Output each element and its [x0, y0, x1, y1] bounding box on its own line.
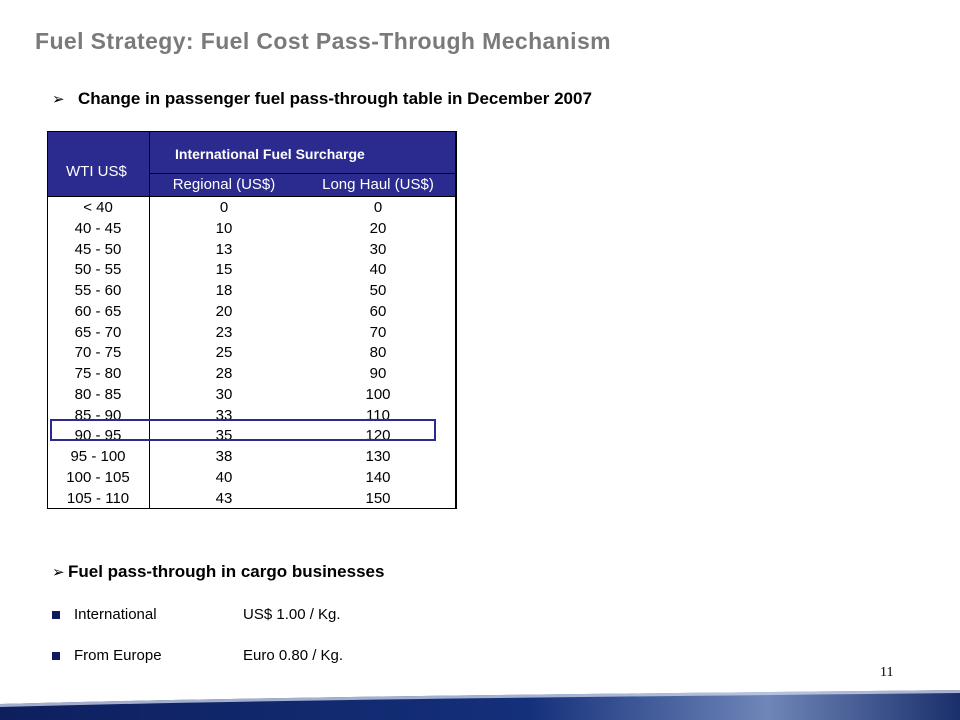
cargo-label: International	[74, 606, 157, 623]
table-row	[47, 219, 457, 240]
long-haul-cell: 140	[365, 468, 391, 486]
wti-cell: 60 - 65	[74, 302, 122, 320]
section-cargo-text: Fuel pass-through in cargo businesses	[68, 562, 385, 581]
section-cargo-heading	[52, 562, 384, 582]
wti-cell: 80 - 85	[74, 385, 122, 403]
arrow-bullet-icon: ➢	[52, 91, 65, 108]
table-row	[47, 447, 457, 468]
table-row	[47, 364, 457, 385]
table-row	[47, 385, 457, 406]
header-wti: WTI US$	[66, 163, 127, 180]
regional-cell: 0	[219, 199, 229, 216]
fuel-surcharge-table	[47, 131, 457, 509]
wti-cell: 105 - 110	[66, 489, 130, 507]
table-row	[47, 198, 457, 219]
wti-cell: 95 - 100	[70, 448, 126, 465]
regional-cell: 40	[215, 468, 233, 486]
regional-cell: 28	[215, 365, 233, 382]
wti-cell: < 40	[83, 199, 113, 216]
header-regional: Regional (US$)	[172, 176, 276, 193]
table-row	[47, 489, 457, 510]
long-haul-cell: 120	[365, 427, 391, 445]
wti-cell: 40 - 45	[74, 219, 122, 237]
regional-cell: 10	[215, 219, 233, 237]
regional-cell: 35	[215, 427, 233, 445]
wti-cell: 55 - 60	[74, 282, 122, 299]
regional-cell: 13	[215, 240, 233, 258]
long-haul-cell: 60	[369, 302, 387, 320]
footer-band	[0, 690, 960, 720]
header-long-haul: Long Haul (US$)	[322, 176, 434, 193]
table-row	[47, 281, 457, 302]
long-haul-cell: 0	[373, 199, 383, 216]
long-haul-cell: 90	[369, 365, 387, 382]
header-bottom-line	[47, 196, 457, 197]
wti-cell: 65 - 70	[74, 323, 122, 341]
regional-cell: 23	[215, 323, 233, 341]
highlighted-row-frame	[50, 419, 436, 441]
long-haul-cell: 130	[365, 448, 391, 465]
regional-cell: 15	[215, 261, 233, 279]
long-haul-cell: 100	[365, 385, 391, 403]
long-haul-cell: 110	[366, 406, 390, 424]
square-bullet-icon	[52, 611, 60, 619]
long-haul-cell: 20	[369, 219, 387, 237]
long-haul-cell: 30	[369, 240, 387, 258]
wti-cell: 75 - 80	[74, 365, 122, 382]
long-haul-cell: 70	[369, 323, 387, 341]
long-haul-cell: 40	[369, 261, 387, 279]
page-number: 11	[880, 665, 894, 680]
cargo-label: From Europe	[74, 647, 162, 664]
regional-cell: 30	[215, 385, 233, 403]
regional-cell: 38	[215, 448, 233, 465]
long-haul-cell: 80	[369, 344, 387, 362]
wti-cell: 85 - 90	[74, 406, 122, 424]
regional-cell: 43	[215, 489, 233, 507]
table-row	[47, 240, 457, 261]
page-title: Fuel Strategy: Fuel Cost Pass-Through Mechanism	[35, 28, 611, 54]
cargo-value: Euro 0.80 / Kg.	[243, 647, 344, 664]
cargo-value: US$ 1.00 / Kg.	[243, 606, 341, 623]
header-divider	[149, 173, 455, 174]
wti-cell: 45 - 50	[74, 240, 122, 258]
wti-cell: 70 - 75	[74, 344, 122, 362]
wti-cell: 90 - 95	[74, 427, 122, 445]
square-bullet-icon	[52, 652, 60, 660]
header-international-fuel-surcharge: International Fuel Surcharge	[175, 146, 365, 162]
long-haul-cell: 150	[365, 489, 391, 507]
table-row	[47, 302, 457, 323]
regional-cell: 18	[215, 282, 233, 299]
wti-cell: 50 - 55	[74, 261, 122, 279]
wti-cell: 100 - 105	[66, 468, 130, 486]
regional-cell: 20	[215, 302, 233, 320]
table-row	[47, 260, 457, 281]
table-row	[47, 468, 457, 489]
long-haul-cell: 50	[369, 282, 387, 299]
table-row	[47, 323, 457, 344]
section-passenger-heading	[52, 89, 592, 109]
regional-cell: 25	[215, 344, 233, 362]
section-passenger-text: Change in passenger fuel pass-through table in December 2007	[78, 89, 592, 108]
arrow-bullet-icon: ➢	[52, 564, 65, 581]
regional-cell: 33	[215, 406, 233, 424]
table-row	[47, 343, 457, 364]
